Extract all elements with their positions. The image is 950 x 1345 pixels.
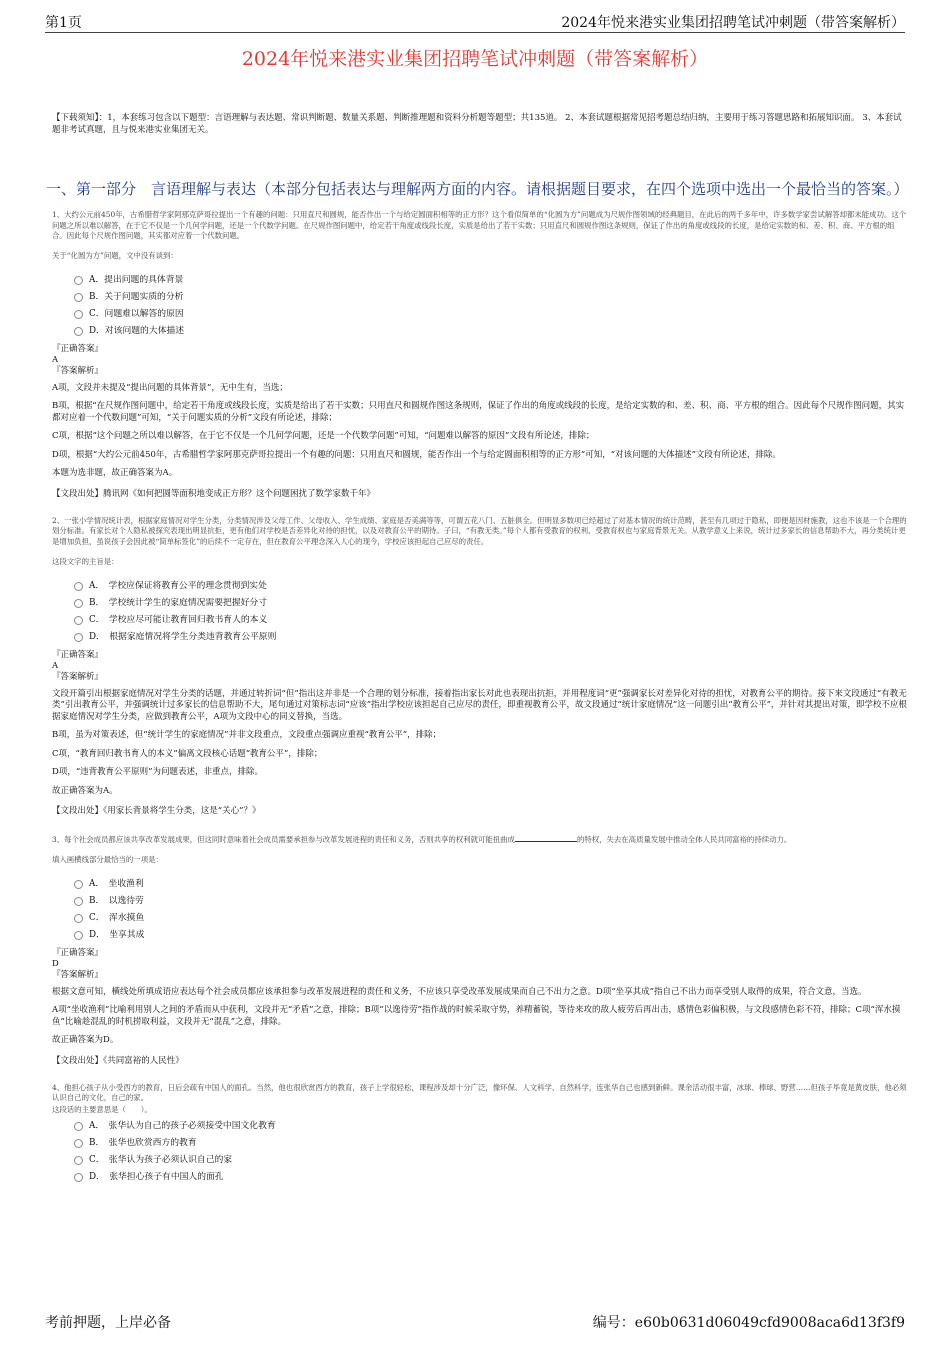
- question-4: [52, 1083, 908, 1186]
- analysis-paragraph: D项，根据“大约公元前450年，古希腊哲学家阿那克萨哥拉提出一个有趣的问题：只用直尺和圆规，能否作出一个与给定圆面积相等的正方形”可知，“对该问题的大体描述”文段有所论述，排除。: [52, 449, 781, 460]
- question-text: 1、大约公元前450年，古希腊哲学家阿那克萨哥拉提出一个有趣的问题：只用直尺和圆规，能否作出一个与给定圆面积相等的正方形？这个看似简单的“化圆为方”问题成为尺规作图领域的经典题目，在此后的两千多年中，许多数学家尝试解答却都未能成功。这个问题之所以难以解答，在于它不仅是一个几何学问题，还是一个代数学问题。在尺规作图问题中，给定若干角度或线段长度，实质是给出了若干实数；只用直尺和圆规作图这条规则，保证了作出的角度或线段的长度，是给定实数的和、差、积、商、平方根的组合。因此每个尺规作图问题，其实都对应着一个代数问题。: [52, 210, 907, 241]
- radio-button[interactable]: [74, 310, 83, 319]
- option-d[interactable]: [74, 1169, 908, 1186]
- question-text: 4、他担心孩子从小受西方的教育，日后会疏有中国人的面孔。当然，他也很欣赏西方的教育，孩子上学很轻松，课程涉及却十分广泛，像环保、人文科学、自然科学，连张华自己也感到新鲜。课余活动很丰富，冰球、棒球、野营……但孩子毕竟是黄皮肤，他必须认识自己的文化，自己的家。: [52, 1082, 907, 1103]
- radio-button[interactable]: [74, 599, 83, 608]
- analysis-paragraph: 本题为选非题，故正确答案为A。: [52, 468, 178, 479]
- radio-button[interactable]: [74, 1139, 83, 1148]
- option-label: D． 根据家庭情况将学生分类违背教育公平原则: [89, 631, 277, 642]
- analysis-label: 『答案解析』: [52, 671, 104, 682]
- page-number: 第1页: [45, 15, 82, 31]
- question-text-before: 3、每个社会成员都应该共享改革发展成果，但这同时意味着社会成员需要承担参与改革发展进程的责任和义务，否则共享的权利就可能扭曲成: [52, 835, 515, 845]
- question-text-after: 的特权，失去在高质量发展中推动全体人民共同富裕的持续动力。: [576, 835, 792, 845]
- option-d[interactable]: [74, 629, 908, 646]
- option-label: B． 学校统计学生的家庭情况需要把握好分寸: [89, 597, 268, 608]
- source-citation: 【文段出处】《用家长背景将学生分类，这是“关心”？》: [52, 806, 261, 817]
- analysis-paragraph: B项，虽为对策表述，但“统计学生的家庭情况”并非文段重点，文段重点强调应重视“教育公平”，排除；: [52, 730, 442, 741]
- footer-slogan: 考前押题，上岸必备: [45, 1315, 171, 1331]
- answer-label: 『正确答案』: [52, 649, 104, 660]
- answer-label: 『正确答案』: [52, 947, 104, 958]
- options-list: [74, 1118, 908, 1186]
- source-citation: 【文段出处】《共同富裕的人民性》: [52, 1055, 184, 1066]
- analysis-paragraph: A项“坐收渔利”比喻利用别人之间的矛盾而从中获利，文段并无“矛盾”之意，排除；B项“以逸待劳”指作战的时候采取守势，养精蓄锐，等待来攻的敌人疲劳后再出击，感情色彩偏积极，与文段感情色彩不符，排除；C项“浑水摸鱼”比喻趁混乱的时机捞取利益，文段并无“混乱”之意，排除。: [52, 1005, 901, 1027]
- option-label: A． 学校应保证将教育公平的理念贯彻到实处: [89, 580, 267, 591]
- option-label: A． 坐收渔利: [89, 878, 144, 889]
- question-text: [52, 833, 908, 846]
- answer-value: A: [52, 354, 59, 365]
- document-title: 2024年悦来港实业集团招聘笔试冲刺题（带答案解析）: [241, 48, 709, 70]
- option-label: D． 坐享其成: [89, 929, 145, 940]
- radio-button[interactable]: [74, 633, 83, 642]
- option-label: A．提出问题的具体背景: [89, 274, 184, 285]
- question-prompt: 这段文字的主旨是：: [52, 556, 119, 566]
- option-c[interactable]: [74, 306, 908, 323]
- option-label: B． 以逸待劳: [89, 895, 144, 906]
- option-label: A． 张华认为自己的孩子必须接受中国文化教育: [89, 1120, 276, 1131]
- option-c[interactable]: [74, 1152, 908, 1169]
- radio-button[interactable]: [74, 897, 83, 906]
- analysis-paragraph: C项，根据“这个问题之所以难以解答，在于它不仅是一个几何学问题，还是一个代数学问题”可知，“问题难以解答的原因”文段有所论述，排除；: [52, 431, 595, 442]
- radio-button[interactable]: [74, 582, 83, 591]
- option-b[interactable]: [74, 595, 908, 612]
- download-notice: 【下载须知】：1，本套练习包含以下题型：言语理解与表达题、常识判断题、数量关系题、判断推理题和资料分析题等题型；共135道。 2、本套试题根据常见招考题总结归纳，主要用于练习答题思路和拓展知识面。 3、本套试题非考试真题，且与悦来港实业集团无关。: [52, 113, 902, 135]
- question-3: [52, 833, 908, 1067]
- analysis-paragraph: C项，“教育回归教书育人的本义”偏离文段核心话题“教育公平”，排除；: [52, 748, 323, 759]
- question-prompt: 这段话的主要意思是（ ）。: [52, 1104, 152, 1114]
- option-label: C． 浑水摸鱼: [89, 912, 145, 923]
- analysis-paragraph: D项，“违背教育公平原则”为问题表述，非重点，排除。: [52, 767, 264, 778]
- option-label: D． 张华担心孩子有中国人的面孔: [89, 1171, 224, 1182]
- question-text: 2、一张小学情况统计表，根据家庭情况对学生分类，分类情况涉及父母工作、父母收入、学生成绩、家庭是否美满等等，可谓五花八门、五脏俱全。但明显多数项已经超过了对基本情况的统计范畴，甚至有几项过于隐私，即便是因材施教，这也不该是一个合理的划分标准。有家长对个人隐私被探究表现出明显抗拒，更有他们对学校是否差异化对待的担忧，以及对教育公平的期待。子曰，“有教无类。”每个人都有受教育的权利，受教育权也与家庭背景无关。从教学意义上来说，统计过多家长的信息帮助不大，再分类统计更是增加负担，虽说孩子会因此被“简单标签化”的后续不一定存在，但在教育公平理念深入人心的现今，学校应该担起自己应尽的责任。: [52, 515, 907, 546]
- analysis-paragraph: 文段开篇引出根据家庭情况对学生分类的话题，并通过转折词“但”指出这并非是一个合理的划分标准，接着指出家长对此也表现出抗拒，并用程度词“更”强调家长对差异化对待的担忧，对教育公平的期待。接下来文段通过“有教无类”引出教育公平，并强调统计过多家长的信息帮助不大，尾句通过对策标志词“应该”指出学校应该担起自己应尽的责任，即重视教育公平，故文段通过“统计家庭情况”这一问题引出“教育公平”，并针对其提出对策，即学校不应根据家庭情况对学生分类，应做到教育公平，A项为文段中心的同义替换，当选。: [52, 688, 907, 722]
- option-b[interactable]: [74, 893, 908, 910]
- option-label: B．关于问题实质的分析: [89, 291, 184, 302]
- option-label: C． 学校应尽可能让教育回归教书育人的本义: [89, 614, 268, 625]
- option-b[interactable]: [74, 1135, 908, 1152]
- options-list: [74, 578, 908, 646]
- analysis-paragraph: 故正确答案为D。: [52, 1035, 119, 1046]
- analysis-paragraph: 根据文意可知，横线处所填成语应表达每个社会成员都应该承担参与改革发展进程的责任和义务，不应该只享受改革发展成果而自己不出力之意。D项“坐享其成”指自己不出力而享受别人取得的成果，符合文意，当选。: [52, 986, 867, 997]
- option-label: C．问题难以解答的原因: [89, 308, 184, 319]
- question-2: [52, 516, 908, 817]
- radio-button[interactable]: [74, 293, 83, 302]
- header-doc-title: 2024年悦来港实业集团招聘笔试冲刺题（带答案解析）: [561, 15, 905, 31]
- option-d[interactable]: [74, 323, 908, 340]
- analysis-label: 『答案解析』: [52, 969, 104, 980]
- option-label: C． 张华认为孩子必须认识自己的家: [89, 1154, 233, 1165]
- option-c[interactable]: [74, 612, 908, 629]
- option-a[interactable]: [74, 272, 908, 289]
- option-a[interactable]: [74, 1118, 908, 1135]
- radio-button[interactable]: [74, 931, 83, 940]
- document-body: [46, 112, 909, 1190]
- footer-serial-number: 编号：e60b0631d06049cfd9008aca6d13f3f9: [592, 1315, 905, 1331]
- radio-button[interactable]: [74, 1156, 83, 1165]
- answer-value: A: [52, 660, 59, 671]
- option-label: B． 张华也欣赏西方的教育: [89, 1137, 197, 1148]
- section-title: 一、第一部分 言语理解与表达（本部分包括表达与理解两方面的内容。请根据题目要求，在四个选项中选出一个最恰当的答案。）: [46, 180, 909, 198]
- analysis-label: 『答案解析』: [52, 365, 104, 376]
- option-c[interactable]: [74, 910, 908, 927]
- page-header: [45, 10, 905, 33]
- option-d[interactable]: [74, 927, 908, 944]
- radio-button[interactable]: [74, 880, 83, 889]
- options-list: [74, 272, 908, 340]
- radio-button[interactable]: [74, 914, 83, 923]
- options-list: [74, 876, 908, 944]
- answer-value: D: [52, 958, 59, 969]
- question-1: [52, 210, 908, 500]
- question-prompt: 填入画横线部分最恰当的一项是：: [52, 854, 163, 864]
- radio-button[interactable]: [74, 276, 83, 285]
- radio-button[interactable]: [74, 1122, 83, 1131]
- fill-in-blank: [515, 833, 577, 842]
- radio-button[interactable]: [74, 616, 83, 625]
- option-a[interactable]: [74, 578, 908, 595]
- option-a[interactable]: [74, 876, 908, 893]
- option-b[interactable]: [74, 289, 908, 306]
- option-label: D．对该问题的大体描述: [89, 325, 185, 336]
- source-citation: 【文段出处】腾讯网《如何把圆等面积地变成正方形？这个问题困扰了数学家数千年》: [52, 488, 376, 499]
- radio-button[interactable]: [74, 1173, 83, 1182]
- analysis-paragraph: B项，根据“在尺规作图问题中，给定若干角度或线段长度，实质是给出了若干实数；只用直尺和圆规作图这条规则，保证了作出的角度或线段的长度，是给定实数的和、差、积、商、平方根的组合。因此每个尺规作图问题，其实都对应着一个代数问题”可知，“关于问题实质的分析”文段有所论述，排除；: [52, 401, 905, 423]
- radio-button[interactable]: [74, 327, 83, 336]
- analysis-paragraph: 故正确答案为A。: [52, 785, 118, 796]
- analysis-paragraph: A项，文段并未提及“提出问题的具体背景”，无中生有，当选；: [52, 382, 288, 393]
- answer-label: 『正确答案』: [52, 343, 104, 354]
- question-prompt: 关于“化圆为方”问题，文中没有谈到：: [52, 250, 178, 260]
